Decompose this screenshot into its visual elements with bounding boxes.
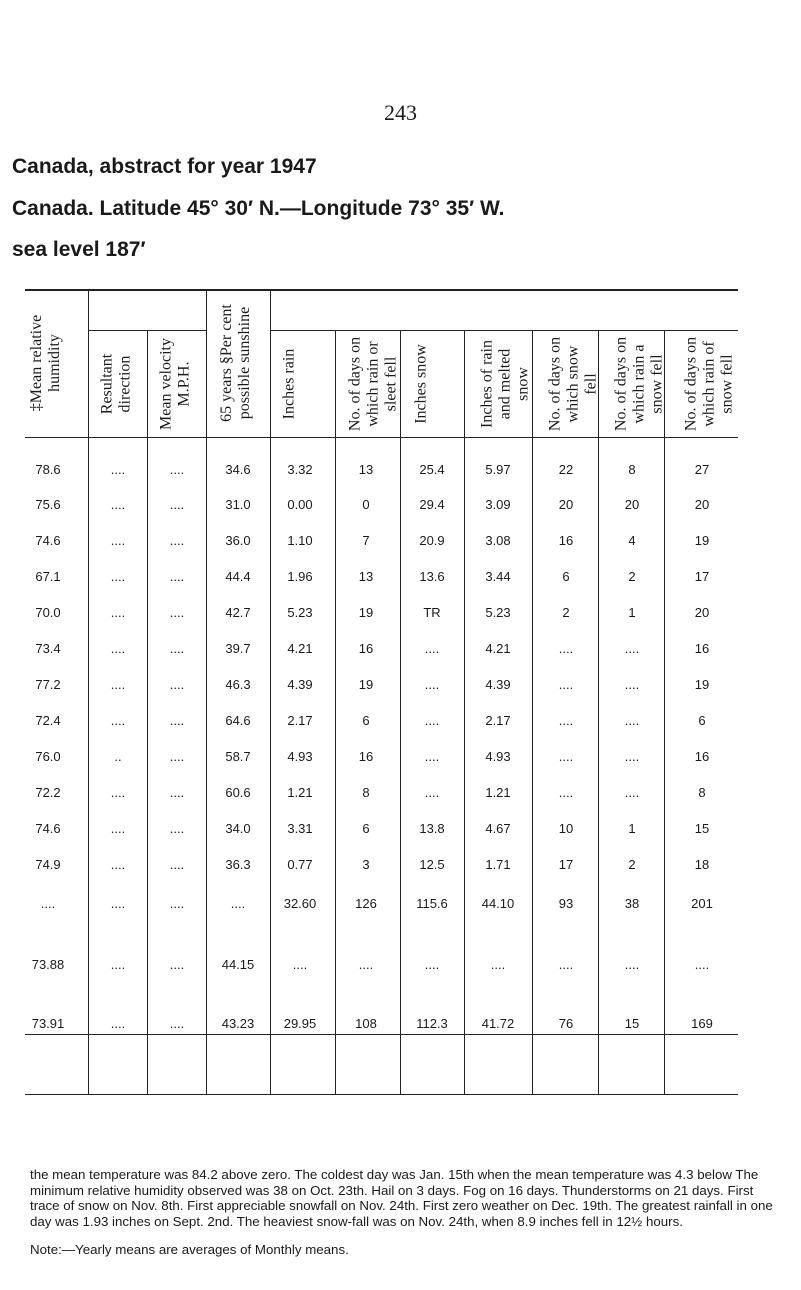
table-cell: .... — [110, 641, 126, 656]
table-cell: 70.0 — [35, 605, 61, 620]
table-cell: .... — [424, 641, 440, 656]
column-divider — [400, 330, 401, 1094]
table-cell: 3.08 — [485, 533, 511, 548]
table-cell: 74.6 — [35, 821, 61, 836]
table-cell: .... — [169, 569, 185, 584]
table-cell: 19 — [358, 677, 374, 692]
table-cell: 36.3 — [225, 857, 251, 872]
column-header: Inches rain — [280, 348, 297, 419]
column-divider — [464, 330, 465, 1094]
table-cell: 34.6 — [225, 462, 251, 477]
table-cell: 5.23 — [287, 605, 313, 620]
table-cell: .... — [424, 713, 440, 728]
table-cell: 19 — [358, 605, 374, 620]
table-cell: 169 — [691, 1016, 713, 1031]
table-cell: 112.3 — [416, 1016, 448, 1031]
table-cell: 3.09 — [485, 497, 511, 512]
table-cell: .... — [110, 857, 126, 872]
table-cell: 75.6 — [35, 497, 61, 512]
table-cell: 2.17 — [287, 713, 313, 728]
table-cell: 93 — [558, 896, 574, 911]
table-cell: 39.7 — [225, 641, 251, 656]
table-bottom-rule — [25, 1094, 738, 1095]
table-cell: 13.8 — [419, 821, 445, 836]
table-cell: 15 — [624, 1016, 640, 1031]
column-header: ‡Mean relative humidity — [28, 314, 63, 412]
title-line-3: sea level 187′ — [12, 238, 146, 261]
table-cell: .... — [110, 462, 126, 477]
table-cell: 44.15 — [221, 957, 255, 972]
table-cell: .... — [558, 713, 574, 728]
column-header: No. of days on which rain a snow fell — [612, 336, 665, 431]
table-cell: 41.72 — [481, 1016, 515, 1031]
column-divider — [664, 330, 665, 1094]
table-cell: 1 — [628, 605, 636, 620]
table-cell: 1 — [628, 821, 636, 836]
table-cell: .... — [558, 641, 574, 656]
table-cell: .... — [169, 957, 185, 972]
table-cell: 6 — [698, 713, 706, 728]
table-cell: .... — [169, 785, 185, 800]
table-cell: .... — [424, 785, 440, 800]
table-cell: .... — [624, 677, 640, 692]
table-cell: .... — [169, 497, 185, 512]
table-cell: 16 — [694, 641, 710, 656]
page-number: 243 — [384, 100, 417, 125]
table-cell: 72.4 — [35, 713, 61, 728]
table-cell: 6 — [562, 569, 570, 584]
table-cell: 20 — [624, 497, 640, 512]
table-cell: 15 — [694, 821, 710, 836]
table-cell: .... — [169, 896, 185, 911]
table-cell: 4.39 — [287, 677, 313, 692]
table-cell: 13.6 — [419, 569, 445, 584]
column-divider — [335, 330, 336, 1094]
table-cell: .... — [358, 957, 374, 972]
table-cell: 22 — [558, 462, 574, 477]
table-cell: .... — [110, 821, 126, 836]
column-header: Resultant direction — [98, 353, 133, 414]
table-cell: 0 — [362, 497, 370, 512]
table-cell: TR — [423, 605, 441, 620]
table-cell: 3 — [362, 857, 370, 872]
table-cell: 4.21 — [485, 641, 511, 656]
column-header: Inches of rain and melted snow — [478, 339, 531, 428]
table-cell: 17 — [558, 857, 574, 872]
table-cell: .... — [558, 957, 574, 972]
column-divider — [532, 330, 533, 1094]
column-divider — [598, 330, 599, 1094]
table-cell: .... — [110, 896, 126, 911]
table-cell: 19 — [694, 533, 710, 548]
table-cell: 27 — [694, 462, 710, 477]
table-cell: 36.0 — [225, 533, 251, 548]
table-cell: 8 — [362, 785, 370, 800]
table-cell: 1.71 — [485, 857, 511, 872]
table-cell: .... — [110, 497, 126, 512]
table-cell: 3.32 — [287, 462, 313, 477]
table-cell: 4.67 — [485, 821, 511, 836]
table-cell: 1.10 — [287, 533, 313, 548]
table-cell: 4.39 — [485, 677, 511, 692]
table-cell: 3.31 — [287, 821, 313, 836]
table-cell: 13 — [358, 569, 374, 584]
column-header: Mean velocity M.P.H. — [157, 337, 192, 430]
table-cell: 6 — [362, 713, 370, 728]
table-cell: 29.4 — [419, 497, 445, 512]
table-cell: 1.21 — [287, 785, 313, 800]
table-cell: .... — [424, 677, 440, 692]
table-cell: .... — [558, 785, 574, 800]
table-cell: 6 — [362, 821, 370, 836]
table-cell: .... — [230, 896, 246, 911]
table-cell: 115.6 — [416, 896, 448, 911]
table-cell: 12.5 — [419, 857, 445, 872]
table-cell: .... — [169, 749, 185, 764]
table-cell: 25.4 — [419, 462, 445, 477]
table-cell: 2 — [628, 857, 636, 872]
title-line-2: Canada. Latitude 45° 30′ N.—Longitude 73° 35′ W. — [12, 197, 505, 220]
table-cell: 38 — [624, 896, 640, 911]
table-cell: 4 — [628, 533, 636, 548]
table-cell: 34.0 — [225, 821, 251, 836]
table-cell: 44.10 — [481, 896, 515, 911]
table-cell: 0.00 — [287, 497, 313, 512]
table-cell: 58.7 — [225, 749, 251, 764]
table-cell: 64.6 — [225, 713, 251, 728]
table-cell: .... — [169, 1016, 185, 1031]
table-cell: 73.91 — [31, 1016, 65, 1031]
table-cell: 74.9 — [35, 857, 61, 872]
table-cell: .... — [694, 957, 710, 972]
table-cell: .... — [558, 749, 574, 764]
table-cell: 16 — [358, 641, 374, 656]
table-cell: 16 — [358, 749, 374, 764]
table-top-rule — [25, 289, 738, 291]
table-cell: 1.96 — [287, 569, 313, 584]
table-cell: 20 — [558, 497, 574, 512]
table-cell: 32.60 — [283, 896, 317, 911]
table-cell: .... — [169, 677, 185, 692]
column-header: Inches snow — [412, 343, 429, 424]
table-cell: .... — [624, 713, 640, 728]
table-cell: .... — [424, 957, 440, 972]
table-cell: .... — [624, 749, 640, 764]
table-cell: 5.23 — [485, 605, 511, 620]
table-cell: 73.4 — [35, 641, 61, 656]
table-cell: 16 — [694, 749, 710, 764]
table-cell: .... — [169, 605, 185, 620]
table-cell: 4.21 — [287, 641, 313, 656]
table-cell: 29.95 — [283, 1016, 317, 1031]
table-cell: 201 — [691, 896, 713, 911]
table-cell: 43.23 — [221, 1016, 255, 1031]
column-header: 65 years §Per cent possible sunshine — [218, 304, 253, 422]
table-cell: 20 — [694, 605, 710, 620]
table-cell: .... — [624, 785, 640, 800]
table-cell: 3.44 — [485, 569, 511, 584]
table-cell: 4.93 — [485, 749, 511, 764]
table-cell: 16 — [558, 533, 574, 548]
table-cell: 44.4 — [225, 569, 251, 584]
table-cell: .... — [169, 641, 185, 656]
table-cell: 17 — [694, 569, 710, 584]
table-cell: 5.97 — [485, 462, 511, 477]
table-cell: .... — [110, 569, 126, 584]
table-cell: 46.3 — [225, 677, 251, 692]
table-cell: .... — [40, 896, 56, 911]
yearly-means-note: Note:—Yearly means are averages of Monthly means. — [30, 1242, 349, 1257]
group-rule — [270, 330, 738, 331]
table-cell: 126 — [355, 896, 377, 911]
table-cell: 19 — [694, 677, 710, 692]
table-cell: 2 — [562, 605, 570, 620]
column-divider — [147, 330, 148, 1094]
footnote: the mean temperature was 84.2 above zero. The coldest day was Jan. 15th when the mean temperature was 4.3 below The minimum relative humidity observed was 38 on Oct. 23th. Hail on 3 days. Fog on 16 days. Thunderstorms on 21 days. First trace of snow on Nov. 8th. First appreciable snowfall on Nov. 24th. First zero weather on Dec. 19th. The greatest rainfall in one day was 1.93 inches on Sept. 2nd. The heaviest snow-fall was on Nov. 24th, when 8.9 inches fell in 12½ hours. — [30, 1167, 773, 1229]
table-cell: 7 — [362, 533, 370, 548]
table-cell: 67.1 — [35, 569, 61, 584]
table-cell: 108 — [355, 1016, 377, 1031]
table-cell: 2.17 — [485, 713, 511, 728]
table-cell: 0.77 — [287, 857, 313, 872]
table-cell: .... — [490, 957, 506, 972]
table-cell: .... — [292, 957, 308, 972]
table-cell: 76.0 — [35, 749, 61, 764]
header-bottom-rule — [25, 437, 738, 438]
table-cell: .... — [110, 533, 126, 548]
table-cell: 78.6 — [35, 462, 61, 477]
table-cell: .... — [169, 462, 185, 477]
table-cell: .... — [110, 785, 126, 800]
table-cell: 72.2 — [35, 785, 61, 800]
table-cell: .... — [424, 749, 440, 764]
title-line-1: Canada, abstract for year 1947 — [12, 155, 317, 178]
table-cell: .... — [169, 533, 185, 548]
table-cell: .. — [114, 749, 122, 764]
column-header: No. of days on which rain or sleet fell — [346, 336, 399, 431]
table-cell: 10 — [558, 821, 574, 836]
table-cell: .... — [169, 821, 185, 836]
table-cell: 31.0 — [225, 497, 251, 512]
column-header: No. of days on which snow fell — [546, 336, 599, 431]
table-cell: 2 — [628, 569, 636, 584]
table-cell: 13 — [358, 462, 374, 477]
total-row-rule — [25, 1034, 738, 1035]
table-cell: .... — [110, 605, 126, 620]
table-cell: .... — [558, 677, 574, 692]
table-cell: 60.6 — [225, 785, 251, 800]
table-cell: .... — [624, 957, 640, 972]
table-cell: 74.6 — [35, 533, 61, 548]
table-cell: 8 — [698, 785, 706, 800]
table-cell: .... — [110, 957, 126, 972]
table-cell: .... — [169, 857, 185, 872]
table-cell: .... — [110, 677, 126, 692]
table-cell: 77.2 — [35, 677, 61, 692]
table-cell: 18 — [694, 857, 710, 872]
table-cell: 20.9 — [419, 533, 445, 548]
table-cell: .... — [169, 713, 185, 728]
table-cell: .... — [110, 713, 126, 728]
table-cell: 42.7 — [225, 605, 251, 620]
table-cell: 4.93 — [287, 749, 313, 764]
table-cell: 8 — [628, 462, 636, 477]
table-cell: .... — [110, 1016, 126, 1031]
table-cell: 76 — [558, 1016, 574, 1031]
table-cell: 1.21 — [485, 785, 511, 800]
table-cell: 20 — [694, 497, 710, 512]
table-cell: .... — [624, 641, 640, 656]
table-cell: 73.88 — [31, 957, 65, 972]
column-header: No. of days on which rain of snow fell — [682, 336, 735, 431]
